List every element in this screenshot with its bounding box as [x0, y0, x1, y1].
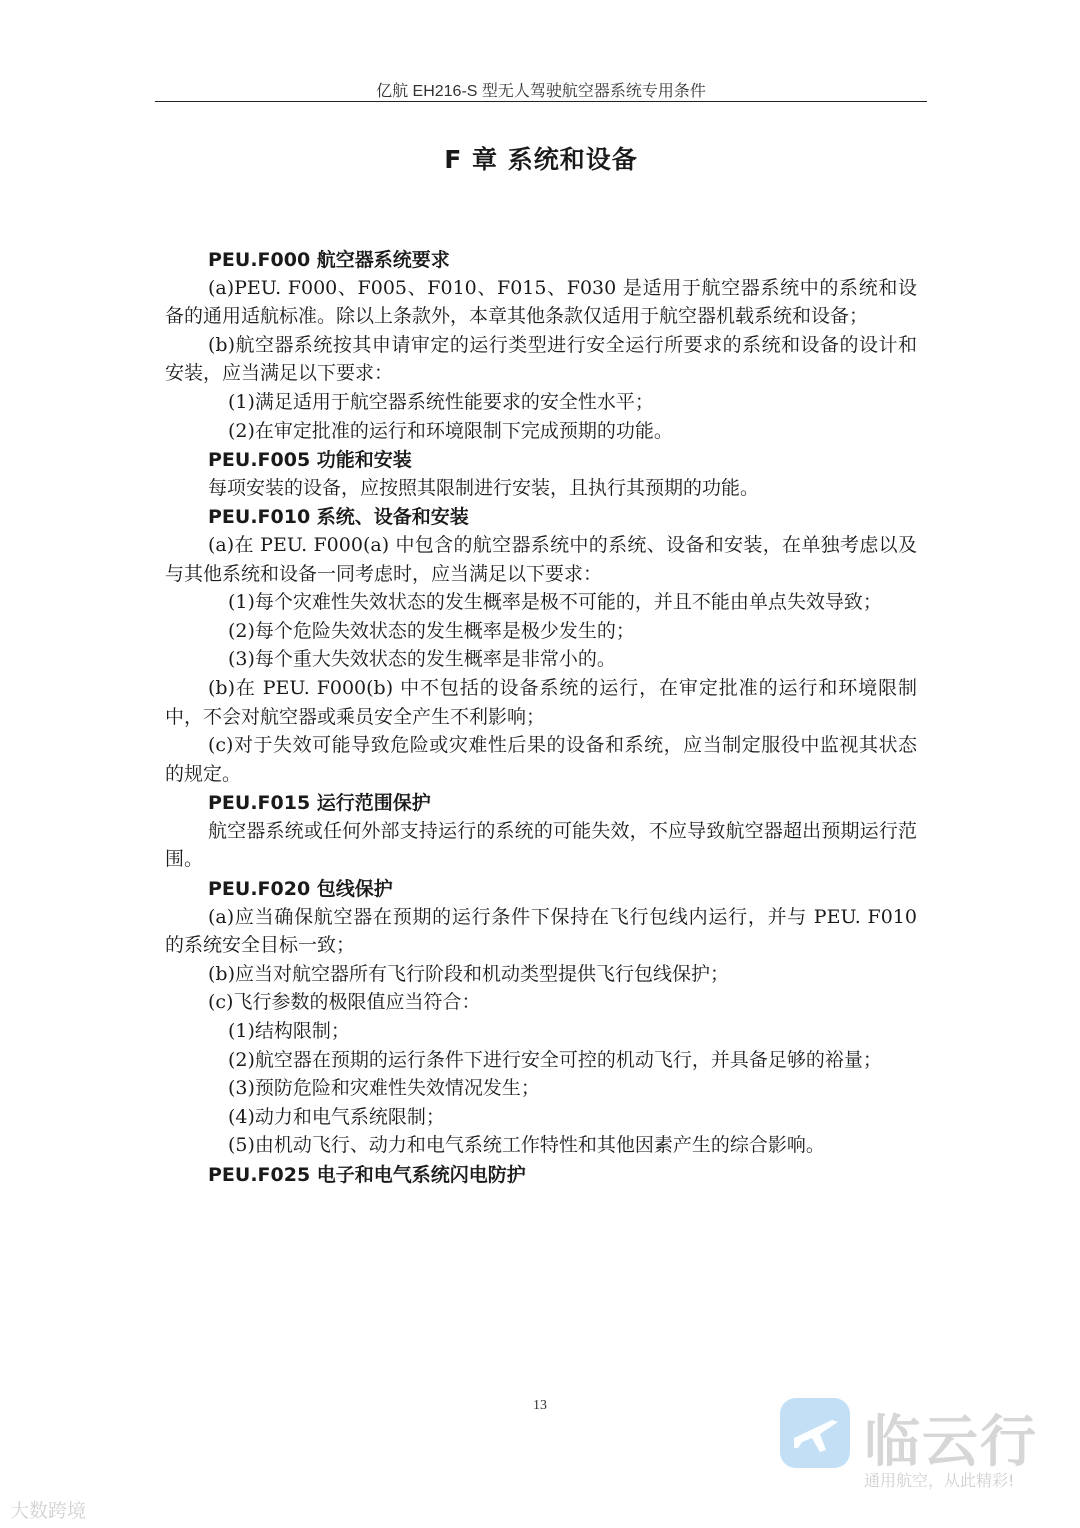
watermark-brand [780, 1398, 1060, 1494]
paragraph: (1)满足适用于航空器系统性能要求的安全性水平； [228, 390, 654, 413]
page-number: 13 [533, 1398, 547, 1413]
paragraph: 航空器系统或任何外部支持运行的系统的可能失效，不应导致航空器超出预期运行范围。 [165, 819, 917, 871]
paragraph: (a)应当确保航空器在预期的运行条件下保持在飞行包线内运行，并与 PEU. F010 的系统安全目标一致； [165, 905, 917, 957]
paragraph: (3)预防危险和灾难性失效情况发生； [228, 1077, 540, 1100]
watermark-slogan: 通用航空，从此精彩! [864, 1471, 1015, 1490]
paragraph: 每项安装的设备，应按照其限制进行安装，且执行其预期的功能。 [208, 476, 760, 499]
section-f000 [165, 245, 917, 445]
section-title: PEU.F000 航空器系统要求 [208, 249, 450, 271]
header-rule [155, 101, 927, 102]
paragraph: (c)对于失效可能导致危险或灾难性后果的设备和系统，应当制定服役中监视其状态的规定。 [165, 734, 917, 785]
chapter-title: F 章 系统和设备 [444, 145, 638, 174]
section-title: PEU.F025 电子和电气系统闪电防护 [208, 1164, 526, 1186]
section-f015 [165, 788, 917, 874]
paragraph: (2)每个危险失效状态的发生概率是极少发生的； [228, 619, 635, 642]
paragraph: (2)航空器在预期的运行条件下进行安全可控的机动飞行，并具备足够的裕量； [228, 1048, 882, 1071]
section-f020 [165, 874, 917, 1160]
paragraph: (b)应当对航空器所有飞行阶段和机动类型提供飞行包线保护； [208, 962, 729, 985]
section-f010 [165, 502, 917, 788]
paragraph: (c)飞行参数的极限值应当符合： [208, 991, 481, 1014]
airplane-icon [780, 1398, 850, 1468]
section-title: PEU.F015 运行范围保护 [208, 792, 431, 815]
watermark-source: 大数跨境 [10, 1500, 87, 1522]
section-title: PEU.F020 包线保护 [208, 878, 393, 901]
paragraph: (b)在 PEU. F000(b) 中不包括的设备系统的运行，在审定批准的运行和环境限制中，不会对航空器或乘员安全产生不利影响； [165, 676, 917, 728]
running-header: 亿航 EH216-S 型无人驾驶航空器系统专用条件 [376, 83, 706, 100]
paragraph: (3)每个重大失效状态的发生概率是非常小的。 [228, 648, 616, 671]
paragraph: (a)PEU. F000、F005、F010、F015、F030 是适用于航空器系统中的系统和设备的通用适航标准。除以上条款外，本章其他条款仅适用于航空器机载系统和设备； [165, 276, 917, 328]
section-title: PEU.F005 功能和安装 [208, 449, 412, 472]
paragraph: (b)航空器系统按其申请审定的运行类型进行安全运行所要求的系统和设备的设计和安装，应当满足以下要求： [165, 333, 917, 385]
paragraph: (1)每个灾难性失效状态的发生概率是极不可能的，并且不能由单点失效导致； [228, 591, 882, 614]
paragraph: (4)动力和电气系统限制； [228, 1105, 445, 1128]
watermark-name: 临云行 [864, 1410, 1038, 1475]
section-title: PEU.F010 系统、设备和安装 [208, 506, 469, 529]
paragraph: (2)在审定批准的运行和环境限制下完成预期的功能。 [228, 419, 673, 442]
paragraph: (a)在 PEU. F000(a) 中包含的航空器系统中的系统、设备和安装，在单独考虑以及与其他系统和设备一同考虑时，应当满足以下要求： [165, 533, 917, 585]
section-f025 [165, 1160, 917, 1189]
paragraph: (5)由机动飞行、动力和电气系统工作特性和其他因素产生的综合影响。 [228, 1134, 825, 1157]
paragraph: (1)结构限制； [228, 1020, 350, 1043]
section-f005 [165, 445, 917, 502]
document-body [165, 245, 917, 1189]
